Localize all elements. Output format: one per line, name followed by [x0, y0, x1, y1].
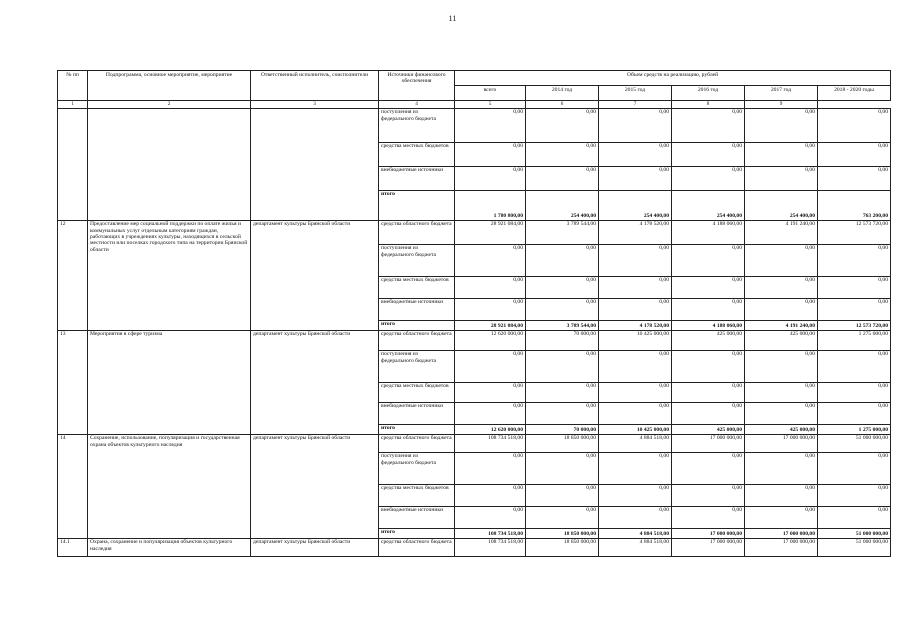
- table-row: [58, 434, 891, 452]
- table-row: [58, 108, 891, 142]
- amount-cell: 0,00: [745, 382, 818, 402]
- funding-source: внебюджетные источники: [379, 298, 455, 320]
- measure-name: Мероприятия в сфере туризма: [88, 330, 251, 434]
- header-year-2014: 2014 год: [526, 86, 599, 101]
- amount-cell: 0,00: [818, 452, 891, 484]
- funding-source: средства областного бюджета: [379, 330, 455, 350]
- amount-cell: 1 275 000,00: [818, 424, 891, 434]
- amount-cell: 0,00: [818, 108, 891, 142]
- funding-source: внебюджетные источники: [379, 166, 455, 190]
- amount-cell: 12 573 720,00: [818, 320, 891, 330]
- table-row: [58, 330, 891, 350]
- table-row: [58, 220, 891, 244]
- amount-cell: 4 188 060,00: [672, 220, 745, 244]
- row-number: 14.1: [58, 538, 88, 556]
- amount-cell: 0,00: [526, 244, 599, 276]
- amount-cell: 0,00: [599, 350, 672, 382]
- amount-cell: 0,00: [526, 108, 599, 142]
- amount-cell: 0,00: [818, 276, 891, 298]
- amount-cell: 0,00: [818, 166, 891, 190]
- header-year-2017: 2017 год: [745, 86, 818, 101]
- amount-cell: 0,00: [745, 484, 818, 506]
- funding-source: поступления из федерального бюджета: [379, 452, 455, 484]
- amount-cell: 0,00: [745, 108, 818, 142]
- funding-source: внебюджетные источники: [379, 506, 455, 528]
- amount-cell: 0,00: [745, 276, 818, 298]
- amount-cell: 0,00: [818, 506, 891, 528]
- amount-cell: 0,00: [745, 350, 818, 382]
- amount-cell: 0,00: [672, 382, 745, 402]
- amount-cell: 4 188 060,00: [672, 320, 745, 330]
- amount-cell: 0,00: [818, 244, 891, 276]
- column-number: 3: [251, 101, 379, 109]
- header-year-2015: 2015 год: [599, 86, 672, 101]
- column-number: 4: [379, 101, 455, 109]
- amount-cell: 0,00: [818, 350, 891, 382]
- responsible-executor: [251, 108, 379, 220]
- amount-cell: 425 000,00: [672, 330, 745, 350]
- amount-cell: 10 425 000,00: [599, 330, 672, 350]
- amount-cell: 0,00: [526, 350, 599, 382]
- amount-cell: 70 000,00: [526, 330, 599, 350]
- table-row: [58, 538, 891, 556]
- header-year-2016: 2016 год: [672, 86, 745, 101]
- amount-cell: 0,00: [455, 166, 526, 190]
- amount-cell: 28 921 084,00: [455, 220, 526, 244]
- funding-source: средства местных бюджетов: [379, 484, 455, 506]
- amount-cell: 18 850 000,00: [526, 538, 599, 556]
- amount-cell: 0,00: [455, 382, 526, 402]
- amount-cell: 0,00: [526, 382, 599, 402]
- amount-cell: 18 850 000,00: [526, 528, 599, 538]
- amount-cell: 0,00: [672, 244, 745, 276]
- amount-cell: 51 000 000,00: [818, 538, 891, 556]
- funding-source: внебюджетные источники: [379, 402, 455, 424]
- amount-cell: 51 000 000,00: [818, 434, 891, 452]
- amount-cell: 0,00: [455, 142, 526, 166]
- amount-cell: 0,00: [599, 244, 672, 276]
- header-year-2018-2020: 2018 - 2020 годы: [818, 86, 891, 101]
- amount-cell: 51 000 000,00: [818, 528, 891, 538]
- amount-cell: 0,00: [672, 142, 745, 166]
- column-number: 5: [455, 101, 526, 109]
- amount-cell: 0,00: [672, 166, 745, 190]
- measure-name: Сохранение, использование, популяризация и государственная охрана объектов культурного наследия: [88, 434, 251, 538]
- row-number: 13: [58, 330, 88, 434]
- amount-cell: 0,00: [672, 276, 745, 298]
- amount-cell: 0,00: [818, 484, 891, 506]
- amount-cell: 0,00: [818, 382, 891, 402]
- funding-source: итого: [379, 190, 455, 220]
- amount-cell: 0,00: [599, 484, 672, 506]
- amount-cell: 70 000,00: [526, 424, 599, 434]
- funding-source: средства местных бюджетов: [379, 142, 455, 166]
- amount-cell: 3 789 544,00: [526, 220, 599, 244]
- amount-cell: 425 000,00: [672, 424, 745, 434]
- row-number: [58, 108, 88, 220]
- amount-cell: 17 000 000,00: [745, 538, 818, 556]
- amount-cell: 0,00: [526, 402, 599, 424]
- amount-cell: 0,00: [599, 142, 672, 166]
- funding-source: средства местных бюджетов: [379, 382, 455, 402]
- measure-name: Охрана, сохранение и популяризация объектов культурного наследия: [88, 538, 251, 556]
- funding-source: итого: [379, 528, 455, 538]
- amount-cell: 0,00: [745, 452, 818, 484]
- responsible-executor: департамент культуры Брянской области: [251, 330, 379, 434]
- amount-cell: 17 000 000,00: [745, 528, 818, 538]
- page-number: 11: [448, 14, 457, 23]
- amount-cell: 4 191 240,00: [745, 220, 818, 244]
- amount-cell: 12 573 720,00: [818, 220, 891, 244]
- amount-cell: 0,00: [455, 506, 526, 528]
- row-number: 14: [58, 434, 88, 538]
- amount-cell: 4 884 518,00: [599, 434, 672, 452]
- header-year-total: всего: [455, 86, 526, 101]
- amount-cell: 108 734 518,00: [455, 434, 526, 452]
- amount-cell: 3 789 544,00: [526, 320, 599, 330]
- amount-cell: 0,00: [599, 402, 672, 424]
- amount-cell: 17 000 000,00: [672, 538, 745, 556]
- amount-cell: 4 884 518,00: [599, 538, 672, 556]
- funding-source: средства областного бюджета: [379, 220, 455, 244]
- header-program: Подпрограмма, основное мероприятие, мероприятие: [88, 71, 251, 101]
- amount-cell: 0,00: [455, 298, 526, 320]
- header-executor: Ответственный исполнитель, соисполнители: [251, 71, 379, 101]
- amount-cell: 0,00: [599, 166, 672, 190]
- row-number: 12: [58, 220, 88, 330]
- amount-cell: 0,00: [672, 350, 745, 382]
- column-number: 8: [672, 101, 745, 109]
- amount-cell: 0,00: [526, 276, 599, 298]
- header-source: Источники финансового обеспечения: [379, 71, 455, 101]
- column-number: 6: [526, 101, 599, 109]
- amount-cell: 254 400,00: [526, 190, 599, 220]
- amount-cell: 0,00: [526, 506, 599, 528]
- amount-cell: 0,00: [455, 350, 526, 382]
- funding-source: поступления из федерального бюджета: [379, 350, 455, 382]
- column-number: 1: [58, 101, 88, 109]
- amount-cell: 254 400,00: [672, 190, 745, 220]
- amount-cell: 425 000,00: [745, 330, 818, 350]
- amount-cell: 1 275 000,00: [818, 330, 891, 350]
- amount-cell: 4 884 518,00: [599, 528, 672, 538]
- funding-source: итого: [379, 424, 455, 434]
- amount-cell: 17 000 000,00: [745, 434, 818, 452]
- amount-cell: 17 000 000,00: [672, 528, 745, 538]
- amount-cell: 0,00: [526, 452, 599, 484]
- amount-cell: 0,00: [526, 166, 599, 190]
- amount-cell: 0,00: [745, 506, 818, 528]
- amount-cell: 0,00: [599, 506, 672, 528]
- amount-cell: 0,00: [599, 452, 672, 484]
- amount-cell: 17 000 000,00: [672, 434, 745, 452]
- amount-cell: 0,00: [455, 452, 526, 484]
- amount-cell: 0,00: [672, 484, 745, 506]
- responsible-executor: департамент культуры Брянской области: [251, 220, 379, 330]
- amount-cell: 0,00: [745, 298, 818, 320]
- amount-cell: 0,00: [455, 108, 526, 142]
- amount-cell: 0,00: [526, 298, 599, 320]
- amount-cell: 0,00: [599, 276, 672, 298]
- amount-cell: 12 620 000,00: [455, 330, 526, 350]
- funding-source: поступления из федерального бюджета: [379, 244, 455, 276]
- amount-cell: 0,00: [672, 108, 745, 142]
- amount-cell: 763 200,00: [818, 190, 891, 220]
- header-no: № пп: [58, 71, 88, 101]
- amount-cell: 0,00: [455, 402, 526, 424]
- amount-cell: 0,00: [745, 402, 818, 424]
- amount-cell: 4 178 520,00: [599, 220, 672, 244]
- amount-cell: 0,00: [672, 452, 745, 484]
- funding-source: средства областного бюджета: [379, 434, 455, 452]
- amount-cell: 0,00: [745, 142, 818, 166]
- measure-name: [88, 108, 251, 220]
- funding-source: средства местных бюджетов: [379, 276, 455, 298]
- amount-cell: 108 734 518,00: [455, 528, 526, 538]
- measure-name: Предоставление мер социальной поддержки по оплате жилья и коммунальных услуг отдельным категориям граждан, работающих в учреждениях культуры, находящихся в сельской местности или поселках городского типа на территории Брянской области: [88, 220, 251, 330]
- funding-source: поступления из федерального бюджета: [379, 108, 455, 142]
- amount-cell: 0,00: [526, 484, 599, 506]
- amount-cell: 4 191 240,00: [745, 320, 818, 330]
- funding-source: итого: [379, 320, 455, 330]
- amount-cell: 0,00: [818, 142, 891, 166]
- amount-cell: 12 620 000,00: [455, 424, 526, 434]
- amount-cell: 0,00: [455, 276, 526, 298]
- amount-cell: 0,00: [672, 298, 745, 320]
- amount-cell: 254 400,00: [745, 190, 818, 220]
- amount-cell: 10 425 000,00: [599, 424, 672, 434]
- amount-cell: 108 734 518,00: [455, 538, 526, 556]
- amount-cell: 0,00: [672, 506, 745, 528]
- amount-cell: 1 780 800,00: [455, 190, 526, 220]
- amount-cell: 0,00: [599, 382, 672, 402]
- column-number: 2: [88, 101, 251, 109]
- amount-cell: 254 400,00: [599, 190, 672, 220]
- amount-cell: 0,00: [672, 402, 745, 424]
- header-volume: Объем средств на реализацию, рублей: [455, 71, 891, 86]
- amount-cell: 0,00: [745, 166, 818, 190]
- amount-cell: 425 000,00: [745, 424, 818, 434]
- amount-cell: 28 921 084,00: [455, 320, 526, 330]
- amount-cell: 0,00: [818, 402, 891, 424]
- amount-cell: 0,00: [745, 244, 818, 276]
- amount-cell: 0,00: [599, 108, 672, 142]
- funding-source: средства областного бюджета: [379, 538, 455, 556]
- amount-cell: 0,00: [818, 298, 891, 320]
- column-number: 7: [599, 101, 672, 109]
- column-number: 9: [745, 101, 818, 109]
- amount-cell: 0,00: [455, 244, 526, 276]
- amount-cell: 0,00: [526, 142, 599, 166]
- amount-cell: 4 178 520,00: [599, 320, 672, 330]
- amount-cell: 0,00: [455, 484, 526, 506]
- responsible-executor: департамент культуры Брянской области: [251, 538, 379, 556]
- amount-cell: 18 850 000,00: [526, 434, 599, 452]
- responsible-executor: департамент культуры Брянской области: [251, 434, 379, 538]
- budget-table: [57, 70, 891, 557]
- amount-cell: 0,00: [599, 298, 672, 320]
